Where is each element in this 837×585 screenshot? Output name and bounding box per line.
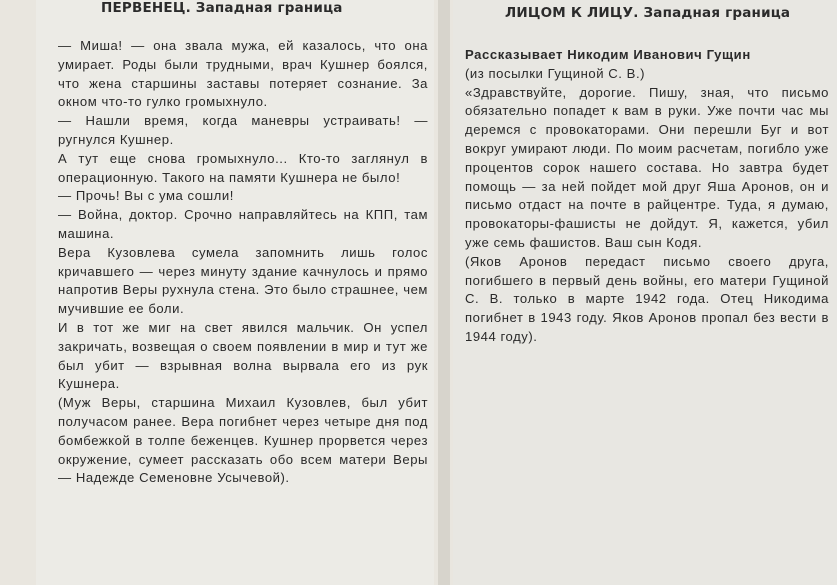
right-paragraph: «Здравствуйте, дорогие. Пишу, зная, что письмо обязательно попадет к вам в руки. Уже почти час мы деремся с провокаторами. Они перешли Буг и вот вокруг умирают люди. По моим расчетам, погибло уже процентов сорок нашего состава. Но завтра будет помощь — за ней пойдет мой друг Яша Аронов, он и письмо отдаст на почте в райцентре. Туда, я думаю, провокаторы-фашисты не дойдут. Я, кажется, убил уже семь фашистов. Ваш сын Кодя. <box>465 84 829 250</box>
right-article-title <box>505 5 790 21</box>
left-article-body <box>58 37 428 488</box>
right-article-body <box>465 46 829 347</box>
left-paragraph: А тут еще снова громыхнуло... Кто-то заглянул в операционную. Такого на памяти Кушнера не было! <box>58 150 428 185</box>
right-title-caps: ЛИЦОМ К ЛИЦУ. <box>505 5 639 21</box>
right-paragraph: (Яков Аронов передаст письмо своего друга, погибшего в первый день войны, его матери Гущиной С. В. только в марте 1942 года. Отец Никодима погибнет в 1943 году. Яков Аронов пропал без вести в 1944 году). <box>465 253 829 344</box>
right-article <box>453 0 837 585</box>
left-paragraph: — Прочь! Вы с ума сошли! <box>58 188 234 204</box>
left-article-title <box>101 0 343 16</box>
left-article <box>36 0 434 585</box>
left-paragraph: Вера Кузовлева сумела запомнить лишь голос кричавшего — через минуту здание качнулось и прямо напротив Веры рухнула стена. Это было страшнее, чем мучившие ее боли. <box>58 244 428 317</box>
article-source: (из посылки Гущиной С. В.) <box>465 65 646 81</box>
left-paragraph: И в тот же миг на свет явился мальчик. Он успел закричать, возвещая о своем появлении в мир и тут же был убит — взрывная волна вырвала его из рук Кушнера. <box>58 319 428 392</box>
left-paragraph: — Нашли время, когда маневры устраивать! — ругнулся Кушнер. <box>58 113 428 147</box>
right-title-rest: Западная граница <box>638 5 791 21</box>
article-byline: Рассказывает Никодим Иванович Гущин <box>465 47 751 62</box>
left-title-caps: ПЕРВЕНЕЦ. <box>101 0 191 16</box>
left-paragraph: (Муж Веры, старшина Михаил Кузовлев, был убит получасом ранее. Вера погибнет через четыре дня под бомбежкой в толпе беженцев. Кушнер прорвется через окружение, сумеет рассказать обо всем матери Веры — Надежде Семеновне Усычевой). <box>58 395 428 486</box>
left-paragraph: — Миша! — она звала мужа, ей казалось, что она умирает. Роды были трудными, врач Кушнер боялся, что жена старшины заставы потеряет сознание. За окном что-то гулко громыхнуло. <box>58 38 428 110</box>
column-gutter <box>438 0 450 585</box>
left-title-rest: Западная граница <box>190 0 343 16</box>
left-paragraph: — Война, доктор. Срочно направляйтесь на КПП, там машина. <box>58 207 428 241</box>
